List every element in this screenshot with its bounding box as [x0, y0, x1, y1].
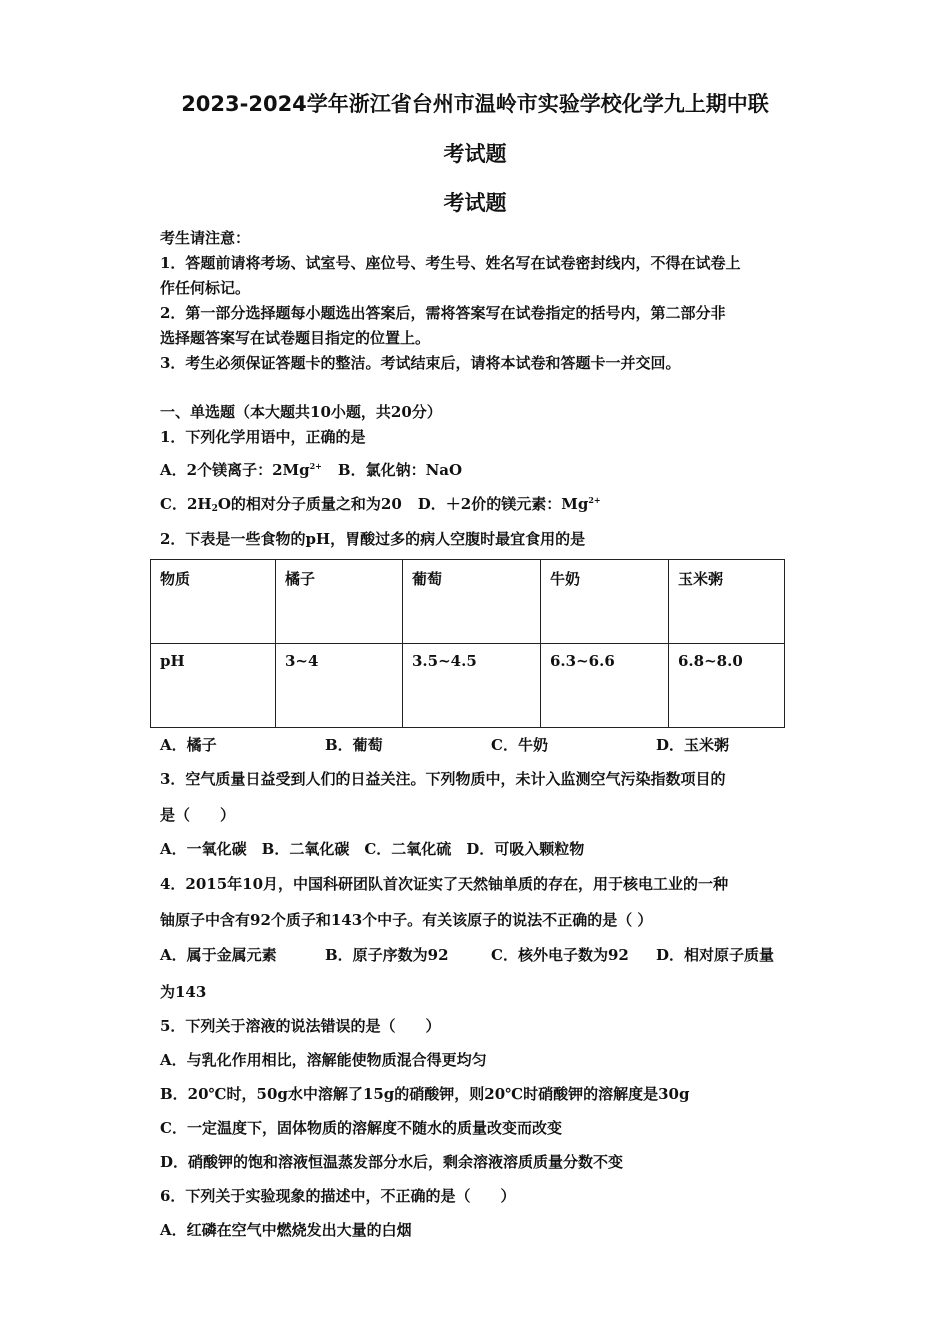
q1-option-b: B．氯化钠：NaO — [337, 461, 463, 479]
q4-stem-line1: 4．2015年10月，中国科研团队首次证实了天然铀单质的存在，用于核电工业的一种 — [160, 875, 729, 893]
table-cell: 葡萄 — [403, 560, 541, 644]
q1-option-c-sub: 2 — [211, 504, 218, 514]
q1-option-c-post: O的相对分子质量之和为20 — [217, 495, 402, 513]
q4-option-d-cont: 为143 — [160, 983, 207, 1001]
q1-option-d: D．＋2价的镁元素：Mg — [417, 495, 589, 513]
table-cell: 6.3~6.6 — [541, 644, 669, 728]
exam-title-line1: 2023-2024学年浙江省台州市温岭市实验学校化学九上期中联 — [181, 92, 769, 116]
q1-option-c-pre: C．2H — [160, 495, 212, 513]
table-cell: 物质 — [151, 560, 276, 644]
notice-line-4: 选择题答案写在试卷题目指定的位置上。 — [160, 329, 431, 347]
q4-option-d: D．相对原子质量 — [656, 946, 775, 964]
q2-option-b: B．葡萄 — [325, 736, 383, 754]
q2-option-c: C．牛奶 — [491, 736, 548, 754]
q3-options: A．一氧化碳 B．二氧化碳 C．二氧化硫 D．可吸入颗粒物 — [160, 840, 585, 858]
table-cell: pH — [151, 644, 276, 728]
q2-option-a: A．橘子 — [160, 736, 217, 754]
section-heading: 一、单选题（本大题共10小题，共20分） — [160, 403, 442, 421]
q1-options-ab — [160, 459, 462, 480]
table-row — [151, 560, 785, 644]
q4-option-c: C．核外电子数为92 — [491, 946, 629, 964]
table-cell: 3~4 — [276, 644, 403, 728]
notice-line-5: 3．考生必须保证答题卡的整洁。考试结束后，请将本试卷和答题卡一并交回。 — [160, 354, 681, 372]
q5-option-d: D．硝酸钾的饱和溶液恒温蒸发部分水后，剩余溶液溶质质量分数不变 — [160, 1153, 624, 1171]
q5-stem: 5．下列关于溶液的说法错误的是（ ） — [160, 1017, 441, 1035]
q4-stem-line2: 铀原子中含有92个质子和143个中子。有关该原子的说法不正确的是（ ） — [160, 911, 653, 929]
notice-line-1: 1．答题前请将考场、试室号、座位号、考生号、姓名写在试卷密封线内，不得在试卷上 — [160, 254, 741, 272]
q5-option-c: C．一定温度下，固体物质的溶解度不随水的质量改变而改变 — [160, 1119, 562, 1137]
q4-option-b: B．原子序数为92 — [325, 946, 449, 964]
table-cell: 牛奶 — [541, 560, 669, 644]
q5-option-b: B．20℃时，50g水中溶解了15g的硝酸钾，则20℃时硝酸钾的溶解度是30g — [160, 1085, 690, 1103]
q3-stem-line2: 是（ ） — [160, 806, 236, 824]
q2-option-d: D．玉米粥 — [656, 736, 730, 754]
q1-options-cd — [160, 493, 601, 514]
q1-option-a-charge: 2+ — [309, 461, 322, 471]
table-cell: 6.8~8.0 — [669, 644, 785, 728]
table-cell: 橘子 — [276, 560, 403, 644]
exam-title-line2: 考试题 — [443, 142, 507, 166]
table-row — [151, 644, 785, 728]
q1-option-a: A．2个镁离子：2Mg — [160, 461, 310, 479]
q2-stem: 2．下表是一些食物的pH，胃酸过多的病人空腹时最宜食用的是 — [160, 530, 586, 548]
q6-option-a: A．红磷在空气中燃烧发出大量的白烟 — [160, 1221, 412, 1239]
exam-title-line3: 考试题 — [443, 191, 507, 215]
notice-heading: 考生请注意： — [160, 229, 251, 247]
q1-option-d-charge: 2+ — [588, 495, 601, 505]
table-cell: 3.5~4.5 — [403, 644, 541, 728]
table-cell: 玉米粥 — [669, 560, 785, 644]
q6-stem: 6．下列关于实验现象的描述中，不正确的是（ ） — [160, 1187, 516, 1205]
q5-option-a: A．与乳化作用相比，溶解能使物质混合得更均匀 — [160, 1051, 487, 1069]
q3-stem-line1: 3．空气质量日益受到人们的日益关注。下列物质中，未计入监测空气污染指数项目的 — [160, 770, 726, 788]
notice-line-3: 2．第一部分选择题每小题选出答案后，需将答案写在试卷指定的括号内，第二部分非 — [160, 304, 726, 322]
notice-line-2: 作任何标记。 — [160, 279, 251, 297]
q1-stem: 1．下列化学用语中，正确的是 — [160, 428, 366, 446]
ph-table — [150, 559, 785, 728]
q4-option-a: A．属于金属元素 — [160, 946, 277, 964]
